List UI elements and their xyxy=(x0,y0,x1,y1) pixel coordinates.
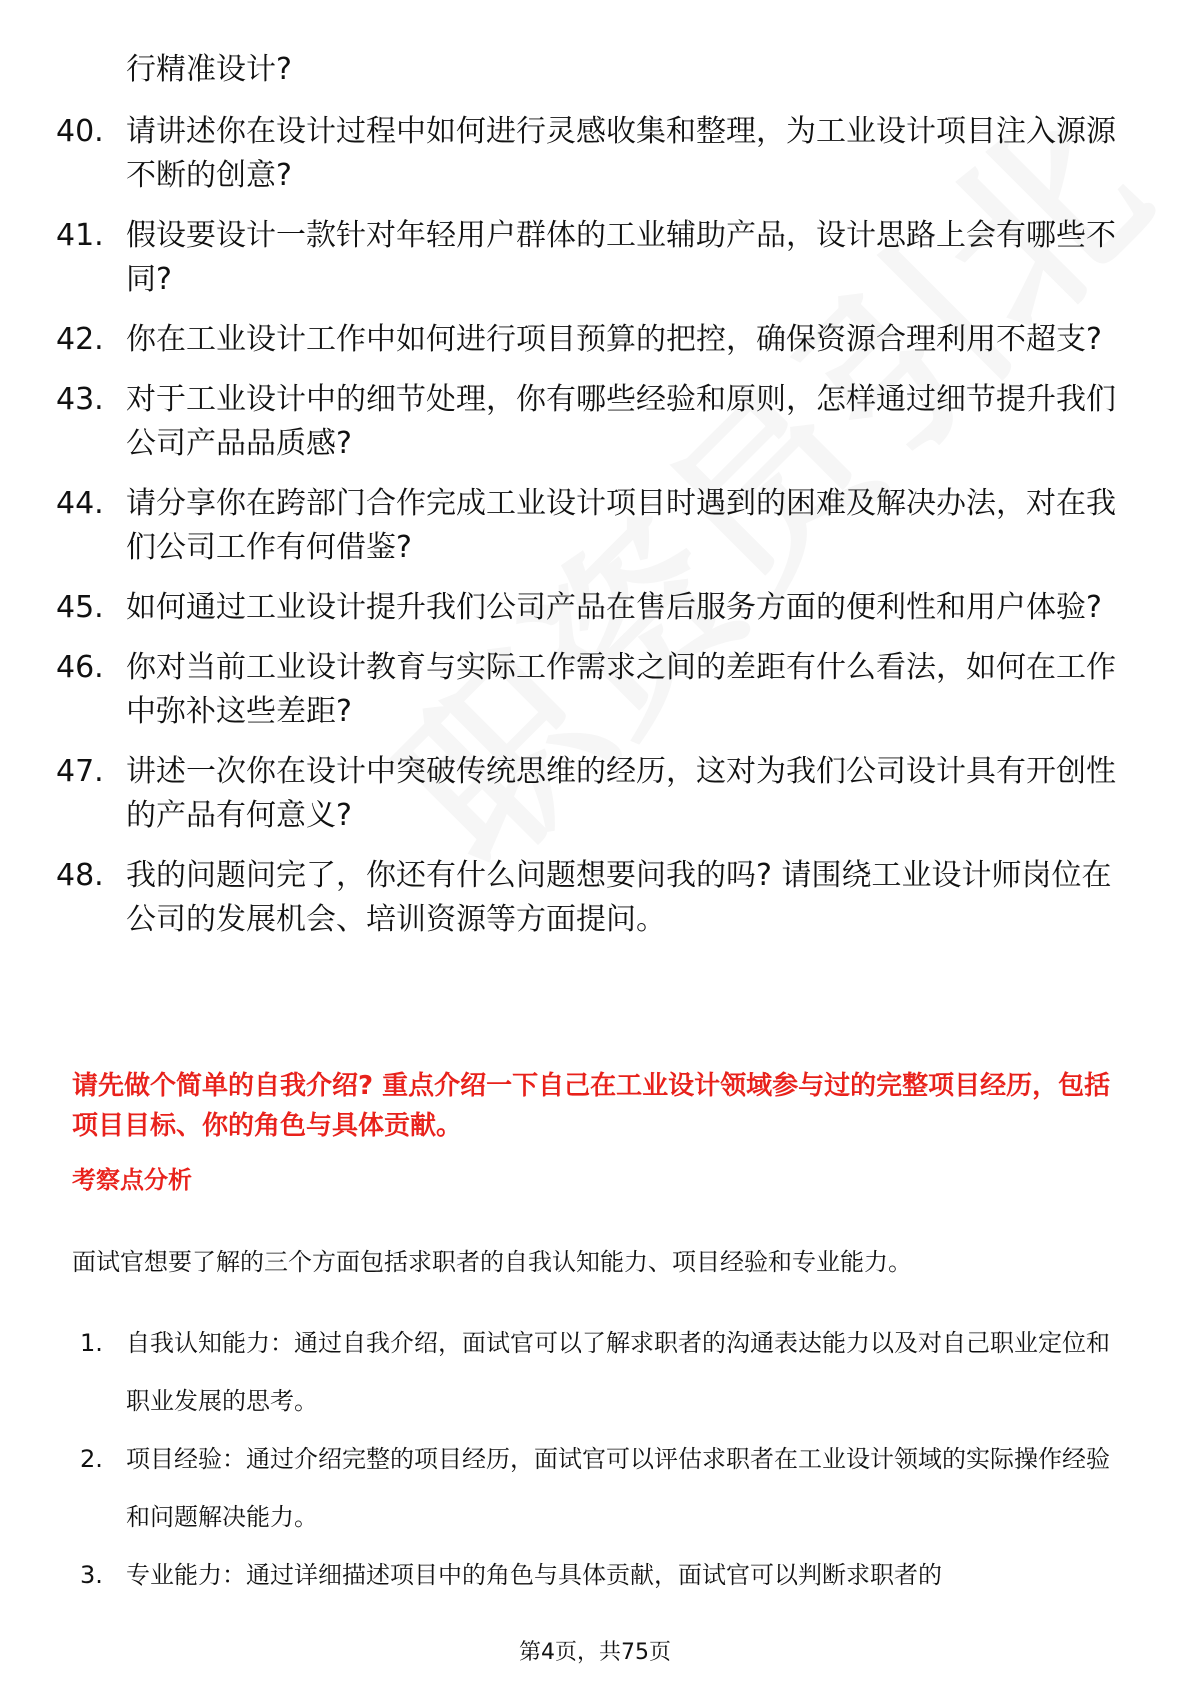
analysis-text: 自我认知能力：通过自我介绍，面试官可以了解求职者的沟通表达能力以及对自己职业定位和职业发展的思考。 xyxy=(126,1329,1110,1415)
analysis-heading: 考察点分析 xyxy=(72,1166,192,1194)
question-number: 45. xyxy=(56,590,104,625)
analysis-text: 项目经验：通过介绍完整的项目经历，面试官可以评估求职者在工业设计领域的实际操作经验和问题解决能力。 xyxy=(126,1445,1110,1531)
question-text: 对于工业设计中的细节处理，你有哪些经验和原则，怎样通过细节提升我们公司产品品质感? xyxy=(126,382,1116,461)
page-footer: 第4页，共75页 xyxy=(519,1640,671,1665)
question-number: 42. xyxy=(56,322,104,357)
question-item xyxy=(56,586,1116,630)
question-item xyxy=(56,646,1116,734)
question-text: 如何通过工业设计提升我们公司产品在售后服务方面的便利性和用户体验? xyxy=(126,590,1102,625)
question-item xyxy=(56,318,1116,362)
continued-question-text: 行精准设计? xyxy=(126,52,292,87)
question-item xyxy=(56,482,1116,570)
analysis-number: 2. xyxy=(80,1445,103,1473)
question-number: 48. xyxy=(56,858,104,893)
analysis-item xyxy=(80,1546,1122,1604)
question-item xyxy=(56,110,1116,198)
analysis-list xyxy=(80,1314,1122,1604)
question-number: 44. xyxy=(56,486,104,521)
analysis-item xyxy=(80,1314,1122,1430)
question-item xyxy=(56,750,1116,838)
question-number: 40. xyxy=(56,114,104,149)
question-text: 假设要设计一款针对年轻用户群体的工业辅助产品，设计思路上会有哪些不同? xyxy=(126,218,1116,297)
question-item xyxy=(56,854,1116,942)
analysis-intro: 面试官想要了解的三个方面包括求职者的自我认知能力、项目经验和专业能力。 xyxy=(72,1248,912,1276)
question-text: 你在工业设计工作中如何进行项目预算的把控，确保资源合理利用不超支? xyxy=(126,322,1102,357)
analysis-item xyxy=(80,1430,1122,1546)
analysis-number: 1. xyxy=(80,1329,103,1357)
question-text: 我的问题问完了，你还有什么问题想要问我的吗? 请围绕工业设计师岗位在公司的发展机会、培训资源等方面提问。 xyxy=(126,858,1112,937)
question-number: 41. xyxy=(56,218,104,253)
question-text: 讲述一次你在设计中突破传统思维的经历，这对为我们公司设计具有开创性的产品有何意义? xyxy=(126,754,1116,833)
question-number: 46. xyxy=(56,650,104,685)
highlight-question: 请先做个简单的自我介绍? 重点介绍一下自己在工业设计领域参与过的完整项目经历，包括项目目标、你的角色与具体贡献。 xyxy=(72,1071,1111,1141)
question-number: 43. xyxy=(56,382,104,417)
question-text: 请讲述你在设计过程中如何进行灵感收集和整理，为工业设计项目注入源源不断的创意? xyxy=(126,114,1116,193)
question-number: 47. xyxy=(56,754,104,789)
question-item xyxy=(56,378,1116,466)
question-item xyxy=(56,214,1116,302)
analysis-text: 专业能力：通过详细描述项目中的角色与具体贡献，面试官可以判断求职者的 xyxy=(126,1561,942,1589)
analysis-number: 3. xyxy=(80,1561,103,1589)
question-list xyxy=(56,110,1116,958)
question-text: 请分享你在跨部门合作完成工业设计项目时遇到的困难及解决办法，对在我们公司工作有何借鉴? xyxy=(126,486,1116,565)
question-text: 你对当前工业设计教育与实际工作需求之间的差距有什么看法，如何在工作中弥补这些差距? xyxy=(126,650,1116,729)
